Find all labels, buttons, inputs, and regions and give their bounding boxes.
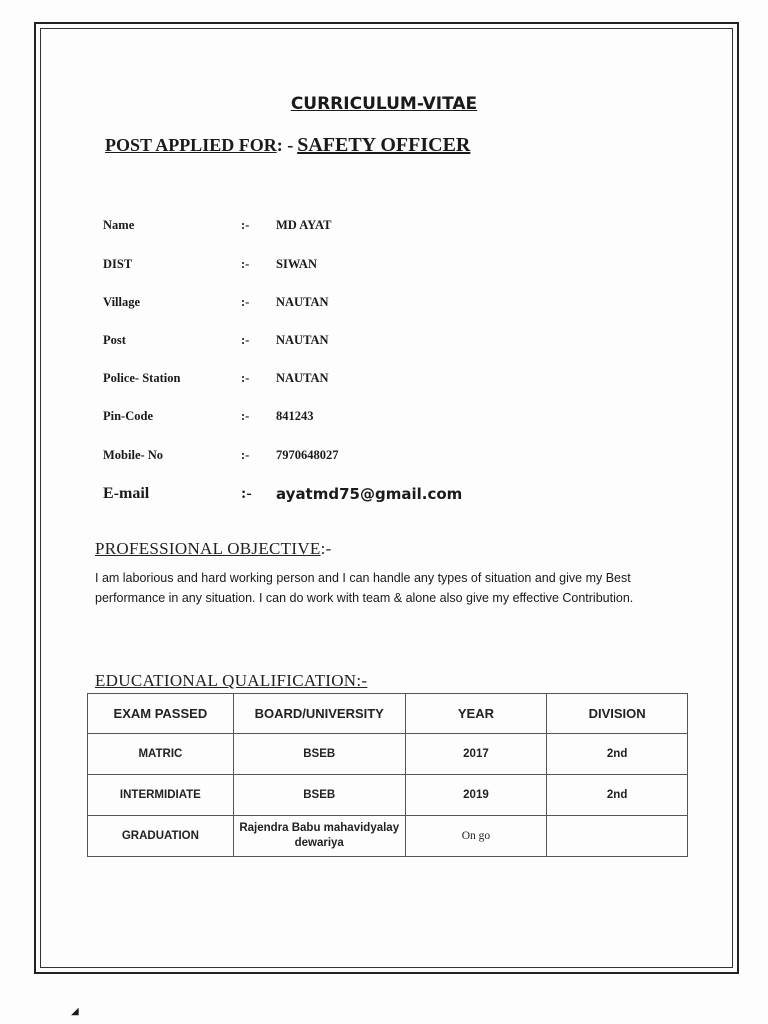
detail-separator: :- xyxy=(241,218,250,232)
table-row xyxy=(88,816,688,857)
detail-label: DIST xyxy=(103,257,133,271)
email-value: ayatmd75@gmail.com xyxy=(276,485,463,503)
detail-separator: :- xyxy=(241,409,250,423)
detail-label: Pin-Code xyxy=(103,409,153,423)
detail-separator: :- xyxy=(241,295,250,309)
document-title xyxy=(0,94,768,114)
column-header: BOARD/UNIVERSITY xyxy=(233,694,405,734)
detail-value: 7970648027 xyxy=(276,448,339,462)
detail-separator: :- xyxy=(241,333,250,347)
detail-separator: :- xyxy=(241,485,252,502)
objective-heading xyxy=(95,539,332,559)
post-value: SAFETY OFFICER xyxy=(297,134,471,156)
detail-separator: :- xyxy=(241,257,250,271)
detail-row-email xyxy=(103,485,703,505)
detail-row-pin-code xyxy=(103,409,703,429)
table-cell: GRADUATION xyxy=(88,816,234,857)
table-cell: 2nd xyxy=(547,734,688,775)
detail-row-police-station xyxy=(103,371,703,391)
detail-value: SIWAN xyxy=(276,257,317,271)
title-text: CURRICULUM-VITAE xyxy=(290,94,478,114)
table-header-row xyxy=(88,694,688,734)
table-cell: 2019 xyxy=(405,775,547,816)
table-cell: 2017 xyxy=(405,734,547,775)
detail-value: MD AYAT xyxy=(276,218,332,232)
column-header: EXAM PASSED xyxy=(88,694,234,734)
table-row xyxy=(88,775,688,816)
detail-label: Police- Station xyxy=(103,371,181,385)
table-cell: 2nd xyxy=(547,775,688,816)
table-cell: BSEB xyxy=(233,734,405,775)
detail-row-name xyxy=(103,218,703,238)
table-cell: BSEB xyxy=(233,775,405,816)
detail-value: NAUTAN xyxy=(276,371,329,385)
detail-value: 841243 xyxy=(276,409,314,423)
column-header: YEAR xyxy=(405,694,547,734)
objective-text: I am laborious and hard working person and I can handle any types of situation and give my Best performance in any situation. I can do work with team & alone also give my effective Contribution. xyxy=(95,571,634,605)
post-label: POST APPLIED FOR xyxy=(105,135,277,155)
table-cell: On go xyxy=(405,816,547,857)
education-heading-text: EDUCATIONAL QUALIFICATION:- xyxy=(95,671,368,690)
detail-row-mobile xyxy=(103,448,703,468)
detail-separator: :- xyxy=(241,371,250,385)
table-cell: INTERMIDIATE xyxy=(88,775,234,816)
objective-heading-text: PROFESSIONAL OBJECTIVE xyxy=(95,539,321,558)
detail-value: NAUTAN xyxy=(276,295,329,309)
scan-speck: ◢ xyxy=(71,1006,79,1017)
table-cell: MATRIC xyxy=(88,734,234,775)
detail-label: Village xyxy=(103,295,141,309)
post-separator: : - xyxy=(276,135,294,155)
detail-value: NAUTAN xyxy=(276,333,329,347)
detail-separator: :- xyxy=(241,448,250,462)
detail-label: E-mail xyxy=(103,485,150,502)
post-applied-line xyxy=(105,134,470,157)
detail-label: Post xyxy=(103,333,126,347)
detail-label: Name xyxy=(103,218,135,232)
education-heading xyxy=(95,671,367,691)
detail-row-post xyxy=(103,333,703,353)
column-header: DIVISION xyxy=(547,694,688,734)
table-cell: Rajendra Babu mahavidyalay dewariya xyxy=(233,816,405,857)
detail-label: Mobile- No xyxy=(103,448,164,462)
objective-heading-suffix: :- xyxy=(320,539,332,558)
table-row xyxy=(88,734,688,775)
table-cell xyxy=(547,816,688,857)
education-table xyxy=(87,693,688,857)
detail-row-dist xyxy=(103,257,703,277)
detail-row-village xyxy=(103,295,703,315)
